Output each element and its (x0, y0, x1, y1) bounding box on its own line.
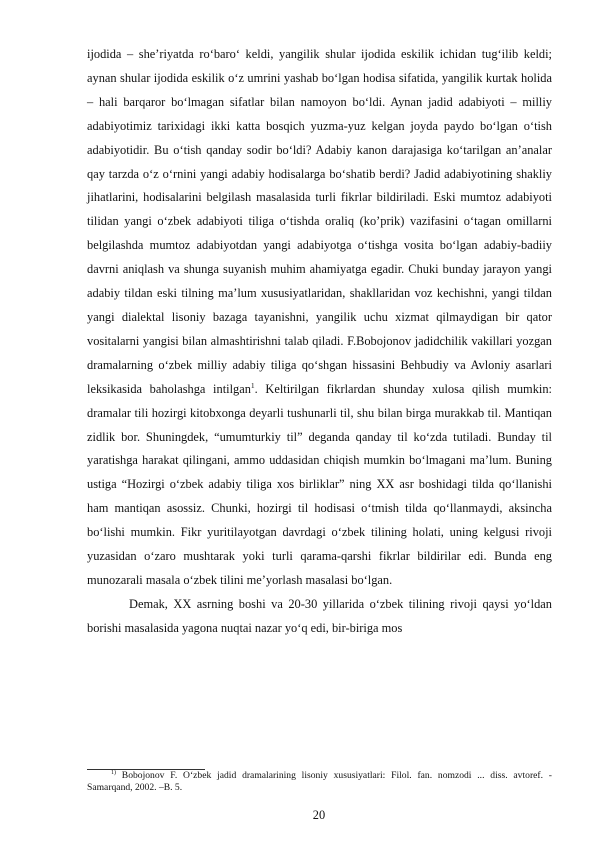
paragraph (87, 593, 552, 641)
footnote-marker: 1) (111, 769, 116, 776)
paragraph-text: ijodida – she’riyatda ro‘baro‘ keldi, yangilik shular ijodida eskilik ichidan tug‘ilib keldi; aynan shular ijodida eskilik o‘z umrini yashab bo‘lgan hodisa sifatida, yangilik kurtak holida – hali barqaror bo‘lmagan sifatlar bilan namoyon bo‘ldi. Aynan jadid adabiyoti – milliy adabiyotimiz tarixidagi ikki katta bosqich yuzma-yuz kelgan joyda paydo bo‘lgan o‘tish adabiyotidir. Bu o‘tish qanday sodir bo‘ldi? Adabiy kanon darajasiga ko‘tarilgan an’analar qay tarzda o‘z o‘rnini yangi adabiy hodisalarga bo‘shatib berdi? Jadid adabiyotining shakliy jihatlarini, hodisalarini belgilash masalasida turli fikrlar bildiriladi. Eski mumtoz adabiyoti tilidan yangi o‘zbek adabiyoti tiliga o‘tishda oraliq (ko’prik) vazifasini o‘tagan omillarni belgilashda mumtoz adabiyotdan yangi adabiyotga o‘tishga vosita bo‘lgan adabiy-badiiy davrni aniqlash va shunga suyanish muhim ahamiyatga egadir. Chuki bunday jarayon yangi adabiy tildan eski tilning ma’lum xususiyatlaridan, shakllaridan voz kechishni, yangi tildan yangi dialektal lisoniy bazaga tayanishni, yangilik uchu xizmat qilmaydigan bir qator vositalarni yangisi bilan almashtirishni talab qiladi. F.Bobojonov jadidchilik vakillari yozgan dramalarning o‘zbek milliy adabiy tiliga qo‘shgan hissasini Behbudiy va Avloniy asarlari leksikasida baholashga intilgan (87, 47, 552, 396)
paragraph-text-continued: . Keltirilgan fikrlardan shunday xulosa qilish mumkin: dramalar tili hozirgi kitobxonga deyarli tushunarli til, shu bilan birga murakkab til. Mantiqan zidlik bor. Shuningdek, “umumturkiy til” deganda qanday til ko‘zda tutiladi. Bunday til yaratishga harakat qilingani, ammo uddasidan chiqish mumkin bo‘lmagani ma’lum. Buning ustiga “Hozirgi o‘zbek adabiy tiliga xos birliklar” ning XX asr boshidagi tilda qo‘llanishi ham mantiqan asossiz. Chunki, hozirgi til hodisasi o‘tmish tilda qo‘llanmaydi, aksincha bo‘lishi mumkin. Fikr yuritilayotgan davrdagi o‘zbek tilining holati, uning kelgusi rivoji yuzasidan o‘zaro mushtarak yoki turli qarama-qarshi fikrlar bildirilar edi. Bunda eng munozarali masala o‘zbek tilini me’yorlash masalasi bo‘lgan. (87, 381, 552, 587)
paragraph-text: Demak, XX asrning boshi va 20-30 yillarida o‘zbek tilining rivoji qaysi yo‘ldan borishi masalasida yagona nuqtai nazar yo‘q edi, bir-biriga mos (87, 596, 552, 635)
page-number: 20 (312, 808, 326, 822)
footnote (87, 770, 552, 794)
body-text (87, 43, 552, 641)
footnote-reference[interactable]: 1 (250, 380, 255, 390)
paragraph (87, 43, 552, 593)
footnote-text: Bobojonov F. O‘zbek jadid dramalarining lisoniy xususiyatlari: Filol. fan. nomzodi ... diss. avtoref. - Samarqand, 2002. –B. 5. (87, 770, 552, 793)
